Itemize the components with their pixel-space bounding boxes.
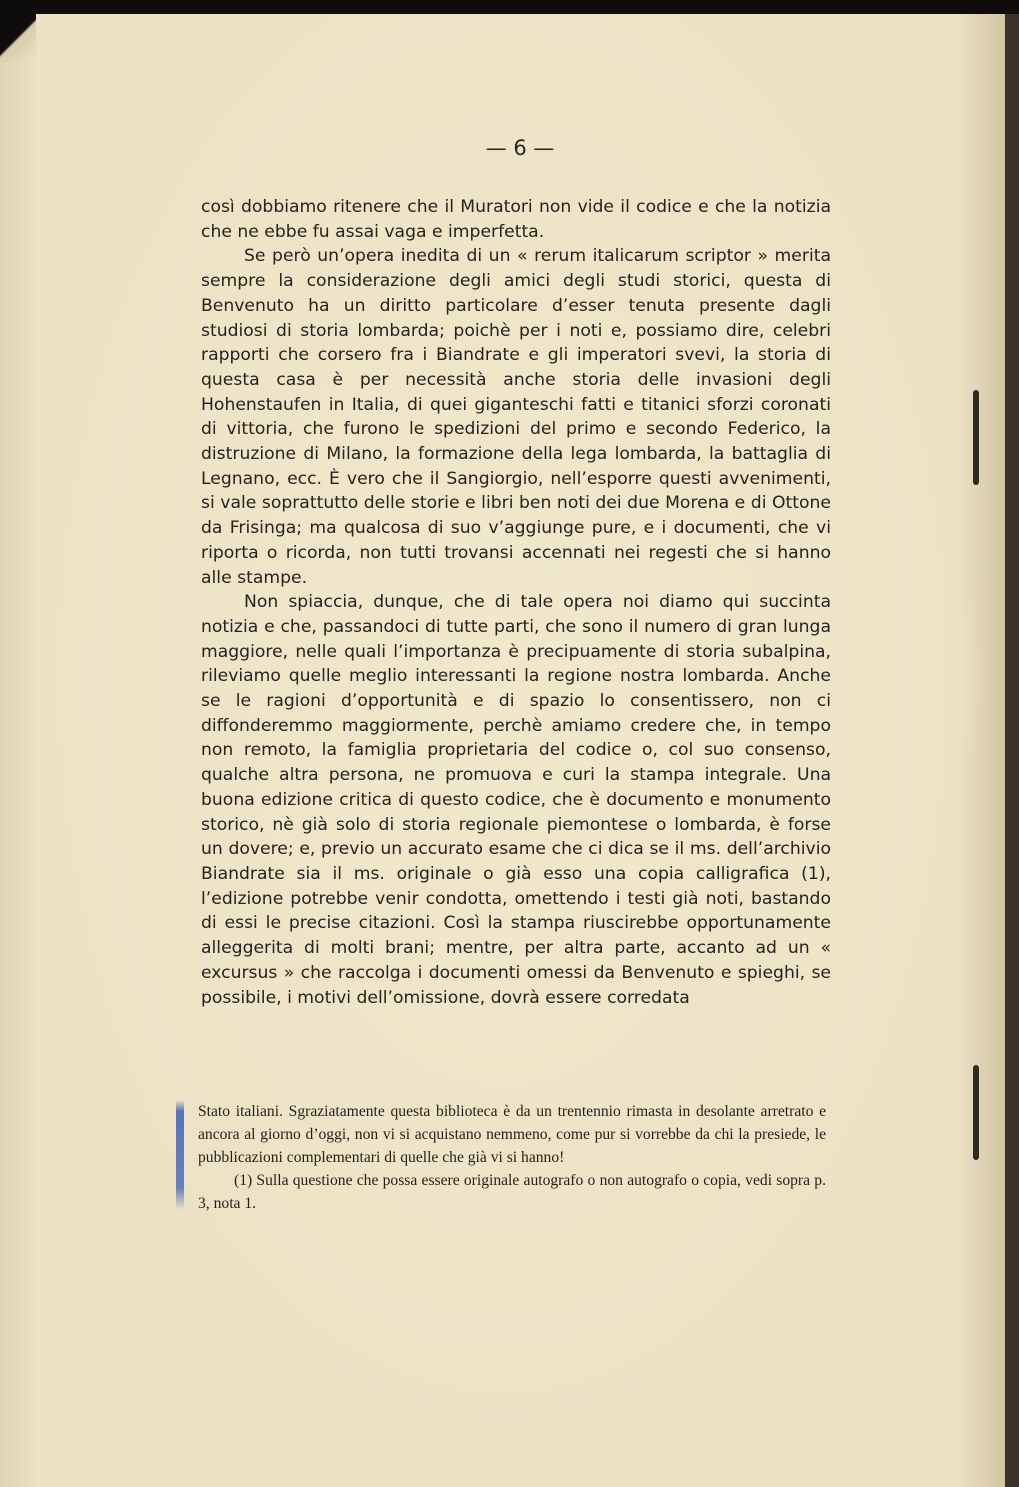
footnote-1: (1) Sulla questione che possa essere originale autografo o non autografo o copia, vedi sopra p. 3, nota 1. (198, 1172, 826, 1212)
page-edge-strip (1005, 14, 1019, 1487)
paragraph-3: Non spiaccia, dunque, che di tale opera noi diamo qui succinta notizia e che, passandoci di tutte parti, che sono il numero di gran lunga maggiore, nelle quali l’importanza è precipuamente di storia subalpina, rileviamo quelle meglio interessanti la regione nostra lombarda. Anche se le ragioni d’opportunità e di spazio lo consentissero, non ci diffonderemmo maggiormente, perchè amiamo credere che, in tempo non remoto, la famiglia proprietaria del codice o, col suo consenso, qualche altra persona, ne promuova e curi la stampa integrale. Una buona edizione critica di questo codice, che è documento e monumento storico, nè già solo di storia regionale piemontese o lombarda, è forse un dovere; e, previo un accurato esame che ci dica se il ms. dell’archivio Biandrate sia il ms. originale o già esso una copia calligrafica (1), l’edizione potrebbe venir condotta, omettendo i testi già noti, bastando di essi le precise citazioni. Così la stampa riuscirebbe opportunamente alleggerita di molti brani; mentre, per altra parte, accanto ad un « excursus » che raccolga i documenti omessi da Benvenuto e spieghi, se possibile, i motivi dell’omissione, dovrà essere corredata (201, 592, 831, 1008)
page-corner-fold (0, 14, 36, 62)
footnotes (198, 1100, 826, 1215)
blue-pencil-mark (176, 1100, 184, 1210)
footnote-continued: Stato italiani. Sgraziatamente questa biblioteca è da un trentennio rimasta in desolante arretrato e ancora al giorno d’oggi, non vi si acquistano nemmeno, come pur si vorrebbe da chi la presiede, le pubblicazioni complementari di quelle che già vi si hanno! (198, 1103, 826, 1166)
paragraph-2: Se però un’opera inedita di un « rerum italicarum scriptor » merita sempre la considerazione degli amici degli studi storici, questa di Benvenuto ha un diritto particolare d’esser tenuta presente dagli studiosi di storia lombarda; poichè per i noti e, possiamo dire, celebri rapporti che corsero fra i Biandrate e gli imperatori svevi, la storia di questa casa è per necessità anche storia delle invasioni degli Hohenstaufen in Italia, di quei giganteschi fatti e titanici sforzi coronati di vittoria, che furono le spedizioni del primo e secondo Federico, la distruzione di Milano, la formazione della lega lombarda, la battaglia di Legnano, ecc. È vero che il Sangiorgio, nell’esporre questi avvenimenti, si vale soprattutto delle storie e libri ben noti dei due Morena e di Ottone da Frisinga; ma qualcosa di suo v’aggiunge pure, e i documenti, che vi riporta o ricorda, non tutti trovansi accennati nei regesti che si hanno alle stampe. (201, 246, 831, 588)
paragraph-1: così dobbiamo ritenere che il Muratori non vide il codice e che la notizia che ne ebbe fu assai vaga e imperfetta. (201, 197, 831, 242)
body-text (201, 195, 831, 1010)
binding-thread-mark-upper (973, 390, 979, 485)
binding-thread-mark-lower (973, 1065, 979, 1160)
page-number: — 6 — (485, 136, 555, 160)
